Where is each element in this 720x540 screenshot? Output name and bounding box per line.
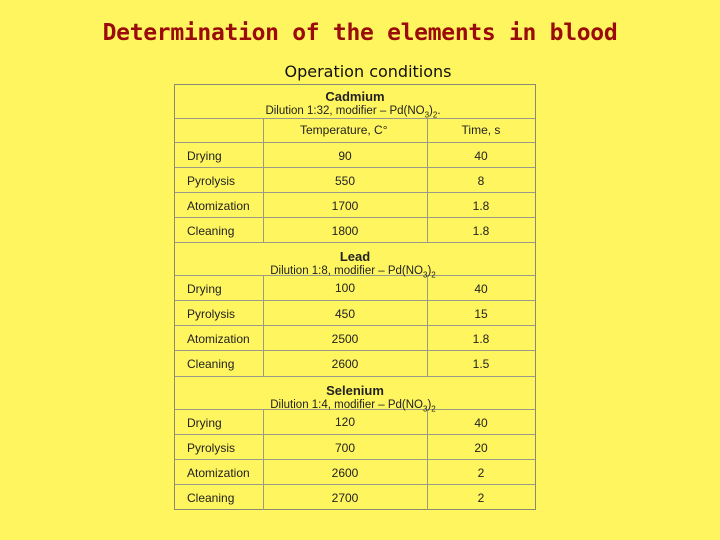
time-value: 1.8 (472, 224, 490, 238)
temperature-value: 120 (334, 415, 356, 429)
time-value: 1.8 (472, 332, 490, 346)
step-label: Pyrolysis (187, 307, 236, 321)
temperature-value: 100 (334, 281, 356, 295)
conditions-lead: Dilution 1:8, modifier – $Pd(NO_3)_2$ (270, 265, 436, 280)
table-divider (175, 300, 535, 301)
temperature-value: 700 (334, 441, 356, 455)
time-value: 1.8 (472, 199, 490, 213)
temperature-header: Temperature, C° (300, 123, 388, 137)
time-value: 40 (474, 149, 488, 163)
table-divider (175, 217, 535, 218)
temperature-value: 2500 (331, 332, 359, 346)
step-label: Cleaning (187, 224, 235, 238)
section-title-cadmium: Cadmium (325, 89, 385, 104)
step-label: Cleaning (187, 357, 235, 371)
conditions-table (174, 84, 536, 510)
step-label: Cleaning (187, 491, 235, 505)
time-value: 2 (477, 466, 485, 480)
step-label: Atomization (187, 332, 250, 346)
step-label: Drying (187, 282, 222, 296)
table-divider (175, 434, 535, 435)
table-divider (175, 484, 535, 485)
section-title-selenium: Selenium (326, 383, 384, 398)
time-value: 20 (474, 441, 488, 455)
slide-title: Determination of the elements in blood (102, 20, 618, 46)
table-divider (175, 192, 535, 193)
time-value: 40 (474, 416, 488, 430)
conditions-selenium: Dilution 1:4, modifier – $Pd(NO_3)_2$ (270, 399, 436, 414)
step-label: Atomization (187, 199, 250, 213)
time-value: 1.5 (472, 357, 490, 371)
table-divider (175, 350, 535, 351)
step-label: Pyrolysis (187, 441, 236, 455)
time-value: 15 (474, 307, 488, 321)
step-label: Drying (187, 416, 222, 430)
temperature-value: 2600 (331, 357, 359, 371)
temperature-value: 450 (334, 307, 356, 321)
step-label: Drying (187, 149, 222, 163)
time-value: 2 (477, 491, 485, 505)
conditions-cadmium: Dilution 1:32, modifier – $Pd(NO_3)_2$. (265, 105, 441, 120)
section-title-lead: Lead (339, 249, 371, 264)
temperature-value: 1800 (331, 224, 359, 238)
temperature-value: 2700 (331, 491, 359, 505)
slide-subtitle: Operation conditions (284, 62, 452, 81)
step-label: Atomization (187, 466, 250, 480)
table-divider (175, 459, 535, 460)
table-divider (175, 142, 535, 143)
step-label: Pyrolysis (187, 174, 236, 188)
temperature-value: 550 (334, 174, 356, 188)
temperature-value: 2600 (331, 466, 359, 480)
table-divider (175, 325, 535, 326)
table-divider (175, 242, 535, 243)
time-header: Time, s (461, 123, 501, 137)
temperature-value: 90 (338, 149, 352, 163)
time-value: 40 (474, 282, 488, 296)
table-divider (175, 376, 535, 377)
time-value: 8 (477, 174, 485, 188)
temperature-value: 1700 (331, 199, 359, 213)
table-divider (175, 167, 535, 168)
